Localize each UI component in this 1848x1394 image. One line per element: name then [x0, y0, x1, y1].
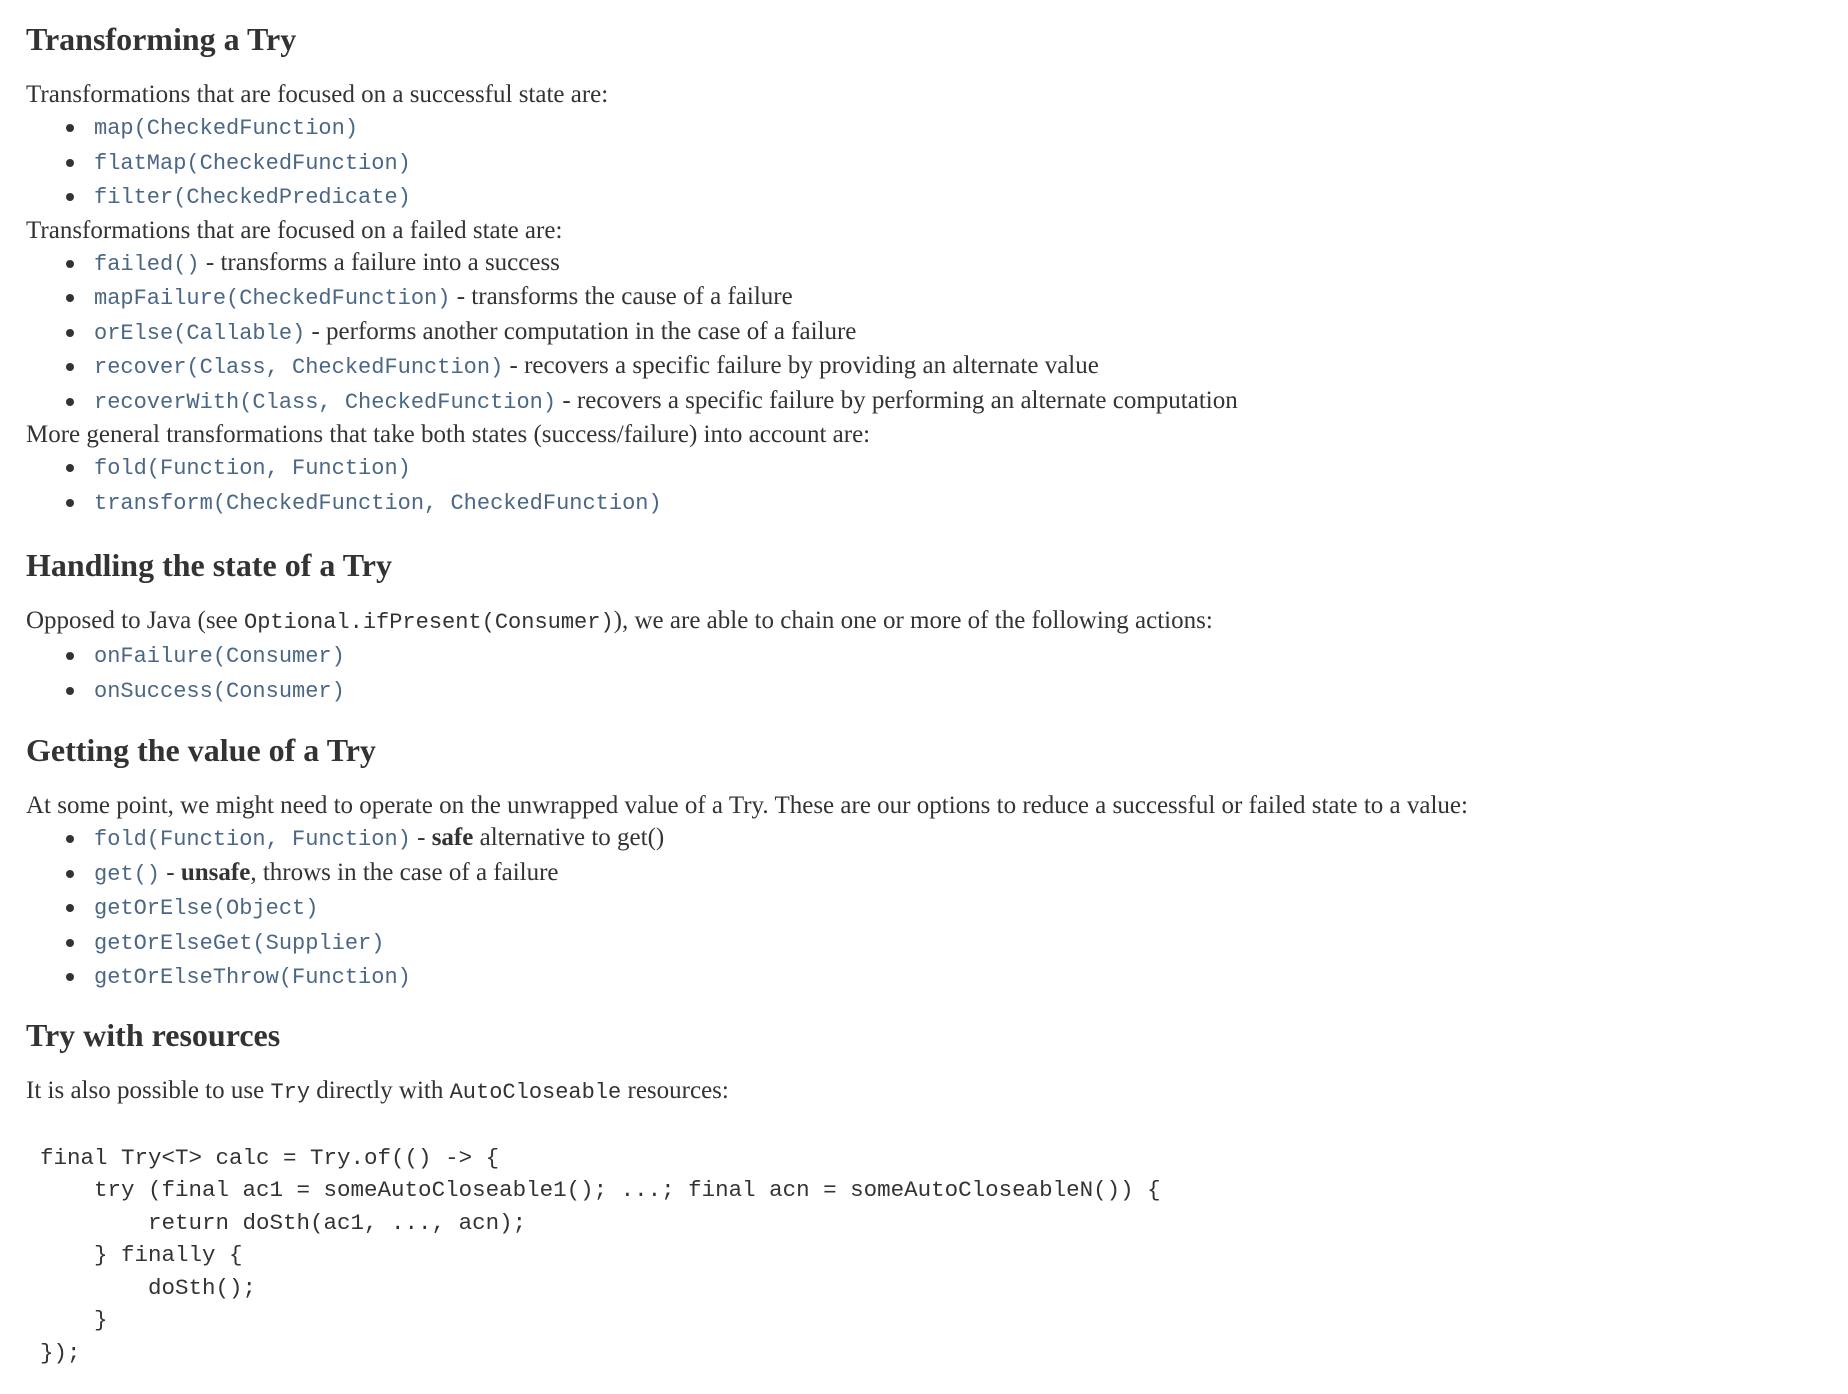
- list-item: [26, 857, 1848, 892]
- failure-list: [26, 247, 1848, 420]
- list-item: [26, 316, 1848, 351]
- heading-getting: Getting the value of a Try: [26, 732, 376, 768]
- separator: -: [160, 858, 181, 886]
- item-description: - transforms a failure into a success: [199, 248, 560, 276]
- code-line: try (final ac1 = someAutoCloseable1(); ...; final acn = someAutoCloseableN()) {: [40, 1177, 1161, 1203]
- general-list: [26, 451, 1848, 520]
- api-ref: onFailure(Consumer): [94, 644, 345, 669]
- api-ref: getOrElseThrow(Function): [94, 965, 411, 990]
- resources-intro-text: It is also possible to use: [26, 1076, 271, 1104]
- handling-list: [26, 639, 1848, 708]
- item-description: - transforms the cause of a failure: [450, 283, 793, 310]
- item-description: , throws in the case of a failure: [250, 858, 559, 886]
- list-item: [26, 146, 1848, 181]
- code-line: return doSth(ac1, ..., acn);: [40, 1209, 527, 1236]
- heading-transforming: Transforming a Try: [26, 21, 297, 57]
- list-item: [26, 247, 1848, 282]
- handling-intro: [26, 605, 1848, 639]
- list-item: [26, 639, 1848, 674]
- heading-resources: Try with resources: [26, 1016, 281, 1053]
- list-item: [26, 451, 1848, 486]
- getting-intro: At some point, we might need to operate on the unwrapped value of a Try. These are our options to reduce a successful or failed state to a value:: [26, 792, 1468, 819]
- resources-intro-text: resources:: [621, 1076, 729, 1104]
- api-ref: getOrElse(Object): [94, 896, 319, 921]
- list-item: [26, 960, 1848, 995]
- success-list: [26, 111, 1848, 215]
- api-ref: failed(): [94, 251, 200, 277]
- api-ref: filter(CheckedPredicate): [94, 185, 411, 210]
- item-description: - recovers a specific failure by performing an alternate computation: [556, 386, 1238, 414]
- api-ref: fold(Function, Function): [94, 827, 411, 852]
- code-line: final Try<T> calc = Try.of(() -> {: [40, 1144, 500, 1171]
- emphasis: safe: [431, 824, 474, 851]
- api-ref: recoverWith(Class, CheckedFunction): [94, 389, 557, 415]
- success-intro: Transformations that are focused on a successful state are:: [26, 81, 609, 108]
- api-ref: fold(Function, Function): [94, 456, 411, 481]
- separator: -: [410, 824, 432, 851]
- list-item: [26, 180, 1848, 215]
- code-line: } finally {: [40, 1242, 243, 1268]
- list-item: [26, 891, 1848, 926]
- list-item: [26, 350, 1848, 385]
- list-item: [26, 385, 1848, 420]
- resources-intro: [26, 1075, 1848, 1109]
- api-ref: mapFailure(CheckedFunction): [94, 286, 451, 311]
- resources-intro-text: directly with: [310, 1076, 450, 1104]
- inline-code: AutoCloseable: [449, 1079, 622, 1105]
- list-item: [26, 111, 1848, 146]
- code-line: doSth();: [40, 1274, 257, 1301]
- heading-handling: Handling the state of a Try: [26, 547, 392, 583]
- list-item: [26, 674, 1848, 709]
- item-description: - performs another computation in the case of a failure: [305, 317, 857, 345]
- code-block: [26, 1142, 1848, 1370]
- api-ref: getOrElseGet(Supplier): [94, 930, 385, 956]
- item-description: alternative to get(): [473, 824, 665, 851]
- api-ref: flatMap(CheckedFunction): [94, 150, 411, 176]
- code-line: }: [40, 1307, 108, 1333]
- api-ref: orElse(Callable): [94, 320, 306, 346]
- list-item: [26, 486, 1848, 521]
- handling-intro-text: ), we are able to chain one or more of the following actions:: [613, 607, 1213, 634]
- list-item: [26, 926, 1848, 961]
- inline-code: Try: [270, 1079, 311, 1105]
- api-ref: onSuccess(Consumer): [94, 678, 345, 704]
- api-ref: map(CheckedFunction): [94, 116, 359, 141]
- failure-intro: Transformations that are focused on a failed state are:: [26, 216, 563, 244]
- api-ref: recover(Class, CheckedFunction): [94, 355, 504, 380]
- item-description: - recovers a specific failure by providing an alternate value: [503, 352, 1099, 379]
- list-item: [26, 822, 1848, 857]
- code-line: });: [40, 1339, 81, 1366]
- api-ref: transform(CheckedFunction, CheckedFunction): [94, 490, 662, 516]
- handling-intro-text: Opposed to Java (see: [26, 607, 244, 634]
- list-item: [26, 281, 1848, 316]
- emphasis: unsafe: [180, 858, 251, 886]
- api-ref: get(): [94, 861, 161, 887]
- general-intro: More general transformations that take both states (success/failure) into account are:: [26, 421, 871, 448]
- inline-code: Optional.ifPresent(Consumer): [244, 610, 614, 635]
- getting-list: [26, 822, 1848, 995]
